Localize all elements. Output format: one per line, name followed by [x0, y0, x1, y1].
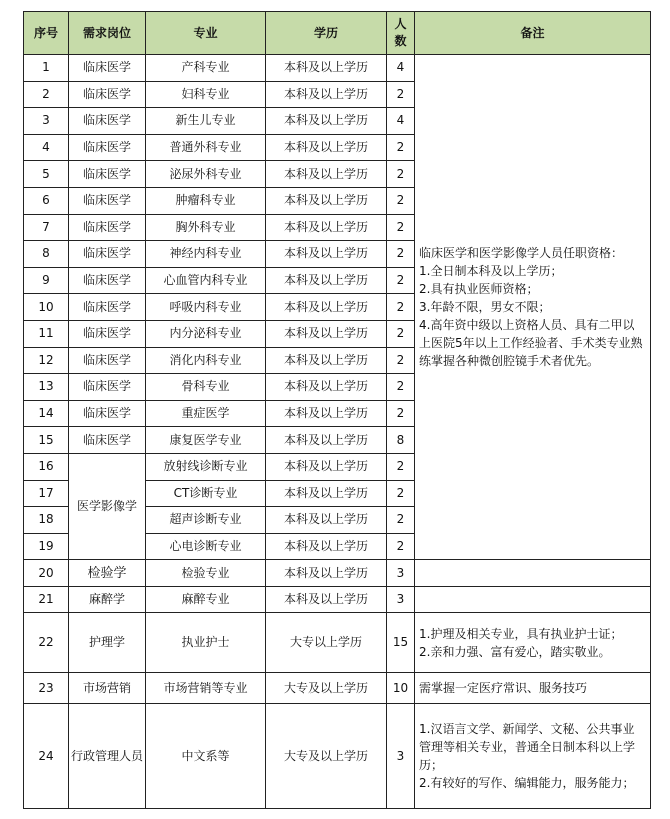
- post-cell: 临床医学: [69, 347, 146, 374]
- major-cell: 麻醉专业: [146, 586, 266, 613]
- edu-cell: 本科及以上学历: [266, 507, 387, 534]
- row-number: 4: [24, 134, 69, 161]
- row-number: 12: [24, 347, 69, 374]
- post-cell: 行政管理人员: [69, 704, 146, 809]
- count-cell: 2: [387, 480, 415, 507]
- count-cell: 3: [387, 704, 415, 809]
- major-cell: 普通外科专业: [146, 134, 266, 161]
- count-cell: 2: [387, 214, 415, 241]
- header-no: 序号: [24, 12, 69, 55]
- header-edu: 学历: [266, 12, 387, 55]
- major-cell: 超声诊断专业: [146, 507, 266, 534]
- row-number: 11: [24, 320, 69, 347]
- row-number: 14: [24, 400, 69, 427]
- count-cell: 4: [387, 108, 415, 135]
- note-cell: [415, 560, 651, 587]
- edu-cell: 本科及以上学历: [266, 374, 387, 401]
- post-cell: 市场营销: [69, 673, 146, 704]
- row-number: 18: [24, 507, 69, 534]
- table-row: [24, 673, 651, 704]
- note-cell: 1.护理及相关专业，具有执业护士证； 2.亲和力强、富有爱心，踏实敬业。: [415, 613, 651, 673]
- count-cell: 2: [387, 187, 415, 214]
- major-cell: 妇科专业: [146, 81, 266, 108]
- row-number: 1: [24, 55, 69, 82]
- row-number: 7: [24, 214, 69, 241]
- major-cell: 骨科专业: [146, 374, 266, 401]
- post-cell: 护理学: [69, 613, 146, 673]
- row-number: 19: [24, 533, 69, 560]
- note-cell: 需掌握一定医疗常识、服务技巧: [415, 673, 651, 704]
- edu-cell: 本科及以上学历: [266, 134, 387, 161]
- post-cell: 临床医学: [69, 427, 146, 454]
- edu-cell: 本科及以上学历: [266, 427, 387, 454]
- table-row: [24, 586, 651, 613]
- post-cell: 临床医学: [69, 55, 146, 82]
- count-cell: 8: [387, 427, 415, 454]
- count-cell: 2: [387, 533, 415, 560]
- major-cell: 心电诊断专业: [146, 533, 266, 560]
- edu-cell: 本科及以上学历: [266, 453, 387, 480]
- note-cell: 临床医学和医学影像学人员任职资格： 1.全日制本科及以上学历； 2.具有执业医师资格； 3.年龄不限，男女不限； 4.高年资中级以上资格人员、具有二甲以上医院5年以上工作经验者、手术类专业熟练掌握各种微创腔镜手术者优先。: [415, 55, 651, 560]
- edu-cell: 本科及以上学历: [266, 81, 387, 108]
- post-cell: 临床医学: [69, 134, 146, 161]
- count-cell: 2: [387, 267, 415, 294]
- major-cell: 执业护士: [146, 613, 266, 673]
- count-cell: 2: [387, 374, 415, 401]
- major-cell: 肿瘤科专业: [146, 187, 266, 214]
- major-cell: 放射线诊断专业: [146, 453, 266, 480]
- edu-cell: 大专以上学历: [266, 613, 387, 673]
- count-cell: 2: [387, 507, 415, 534]
- edu-cell: 本科及以上学历: [266, 480, 387, 507]
- major-cell: 重症医学: [146, 400, 266, 427]
- row-number: 3: [24, 108, 69, 135]
- count-cell: 15: [387, 613, 415, 673]
- row-number: 2: [24, 81, 69, 108]
- row-number: 22: [24, 613, 69, 673]
- edu-cell: 本科及以上学历: [266, 161, 387, 188]
- row-number: 10: [24, 294, 69, 321]
- table-row: [24, 613, 651, 673]
- recruitment-table: [23, 11, 651, 809]
- count-cell: 2: [387, 241, 415, 268]
- major-cell: 心血管内科专业: [146, 267, 266, 294]
- major-cell: 中文系等: [146, 704, 266, 809]
- count-cell: 10: [387, 673, 415, 704]
- row-number: 21: [24, 586, 69, 613]
- post-cell: 医学影像学: [69, 453, 146, 559]
- note-cell: [415, 586, 651, 613]
- edu-cell: 本科及以上学历: [266, 586, 387, 613]
- post-cell: 检验学: [69, 560, 146, 587]
- header-count: [387, 12, 415, 55]
- major-cell: 神经内科专业: [146, 241, 266, 268]
- header-post: 需求岗位: [69, 12, 146, 55]
- count-cell: 2: [387, 294, 415, 321]
- header-count-line1: 人: [394, 17, 407, 31]
- major-cell: 康复医学专业: [146, 427, 266, 454]
- post-cell: 临床医学: [69, 81, 146, 108]
- post-cell: 临床医学: [69, 294, 146, 321]
- edu-cell: 本科及以上学历: [266, 347, 387, 374]
- header-note: 备注: [415, 12, 651, 55]
- edu-cell: 本科及以上学历: [266, 108, 387, 135]
- table-body: [24, 55, 651, 809]
- count-cell: 2: [387, 453, 415, 480]
- edu-cell: 大专及以上学历: [266, 673, 387, 704]
- edu-cell: 大专及以上学历: [266, 704, 387, 809]
- count-cell: 3: [387, 560, 415, 587]
- note-cell: 1.汉语言文学、新闻学、文秘、公共事业管理等相关专业，普通全日制本科以上学历； 2.有较好的写作、编辑能力，服务能力；: [415, 704, 651, 809]
- row-number: 23: [24, 673, 69, 704]
- count-cell: 2: [387, 81, 415, 108]
- row-number: 8: [24, 241, 69, 268]
- edu-cell: 本科及以上学历: [266, 400, 387, 427]
- post-cell: 临床医学: [69, 161, 146, 188]
- major-cell: 新生儿专业: [146, 108, 266, 135]
- post-cell: 临床医学: [69, 320, 146, 347]
- row-number: 9: [24, 267, 69, 294]
- post-cell: 临床医学: [69, 400, 146, 427]
- post-cell: 临床医学: [69, 241, 146, 268]
- count-cell: 4: [387, 55, 415, 82]
- count-cell: 2: [387, 347, 415, 374]
- major-cell: 泌尿外科专业: [146, 161, 266, 188]
- major-cell: 呼吸内科专业: [146, 294, 266, 321]
- major-cell: 胸外科专业: [146, 214, 266, 241]
- row-number: 17: [24, 480, 69, 507]
- edu-cell: 本科及以上学历: [266, 241, 387, 268]
- table-row: [24, 560, 651, 587]
- post-cell: 临床医学: [69, 214, 146, 241]
- edu-cell: 本科及以上学历: [266, 320, 387, 347]
- count-cell: 3: [387, 586, 415, 613]
- count-cell: 2: [387, 400, 415, 427]
- row-number: 15: [24, 427, 69, 454]
- table-row: [24, 704, 651, 809]
- row-number: 6: [24, 187, 69, 214]
- row-number: 24: [24, 704, 69, 809]
- edu-cell: 本科及以上学历: [266, 55, 387, 82]
- post-cell: 临床医学: [69, 374, 146, 401]
- table-row: [24, 55, 651, 82]
- edu-cell: 本科及以上学历: [266, 533, 387, 560]
- count-cell: 2: [387, 161, 415, 188]
- post-cell: 临床医学: [69, 267, 146, 294]
- row-number: 13: [24, 374, 69, 401]
- major-cell: 检验专业: [146, 560, 266, 587]
- row-number: 20: [24, 560, 69, 587]
- edu-cell: 本科及以上学历: [266, 187, 387, 214]
- count-cell: 2: [387, 320, 415, 347]
- major-cell: CT诊断专业: [146, 480, 266, 507]
- major-cell: 内分泌科专业: [146, 320, 266, 347]
- row-number: 5: [24, 161, 69, 188]
- major-cell: 消化内科专业: [146, 347, 266, 374]
- count-cell: 2: [387, 134, 415, 161]
- post-cell: 麻醉学: [69, 586, 146, 613]
- header-major: 专业: [146, 12, 266, 55]
- major-cell: 市场营销等专业: [146, 673, 266, 704]
- edu-cell: 本科及以上学历: [266, 294, 387, 321]
- row-number: 16: [24, 453, 69, 480]
- post-cell: 临床医学: [69, 187, 146, 214]
- post-cell: 临床医学: [69, 108, 146, 135]
- edu-cell: 本科及以上学历: [266, 560, 387, 587]
- edu-cell: 本科及以上学历: [266, 214, 387, 241]
- major-cell: 产科专业: [146, 55, 266, 82]
- edu-cell: 本科及以上学历: [266, 267, 387, 294]
- header-count-line2: 数: [394, 34, 407, 48]
- header-row: [24, 12, 651, 55]
